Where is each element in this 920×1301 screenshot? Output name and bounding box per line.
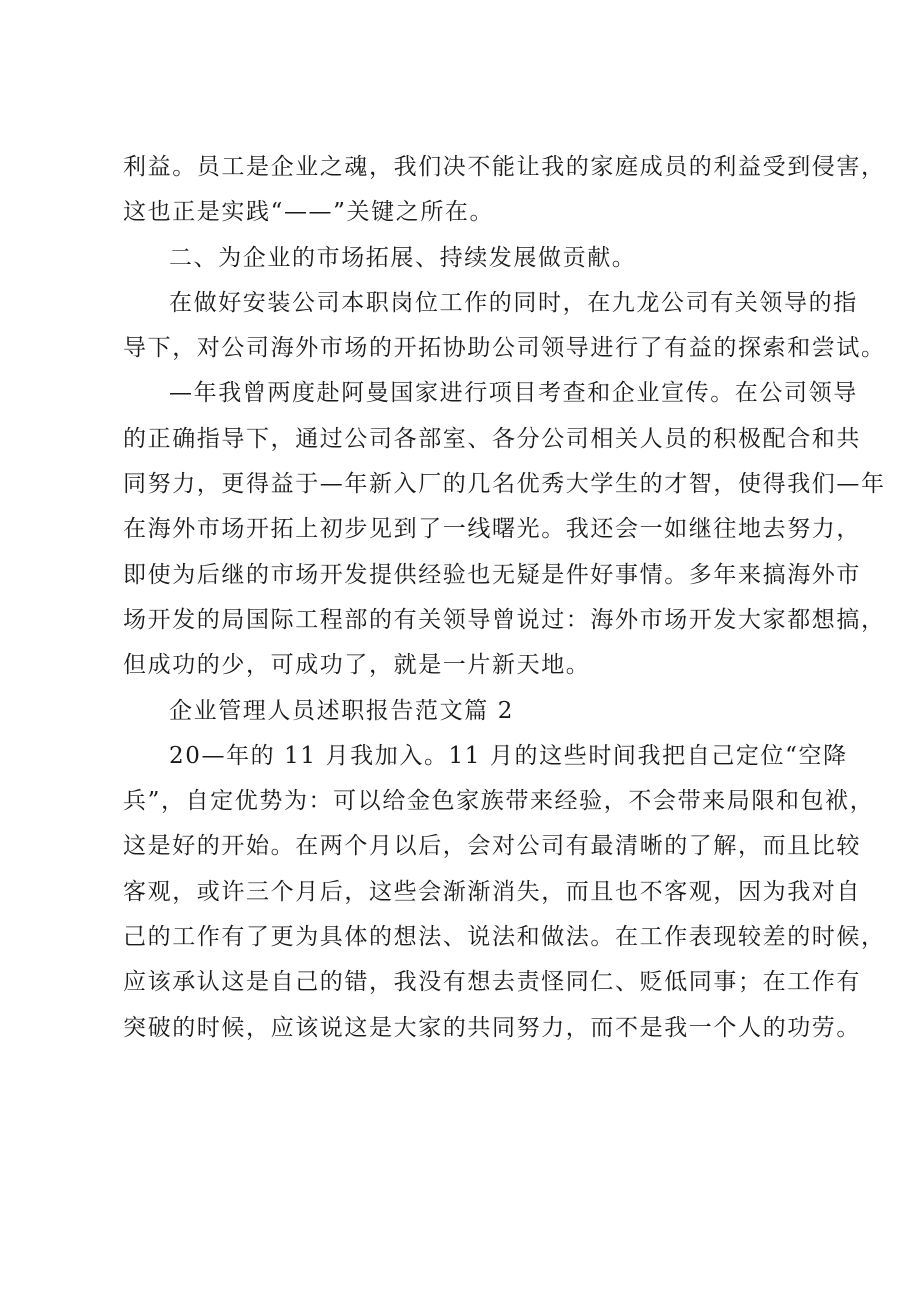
text-line: 突破的时候，应该说这是大家的共同努力，而不是我一个人的功劳。: [123, 1014, 861, 1041]
text-line: 这是好的开始。在两个月以后，会对公司有最清晰的了解，而且比较: [123, 833, 861, 860]
text-line: 兵”，自定优势为：可以给金色家族带来经验，不会带来局限和包袱，: [123, 788, 875, 815]
text-line: 这也正是实践“——”关键之所在。: [123, 199, 495, 226]
text-line: 在做好安装公司本职岗位工作的同时，在九龙公司有关领导的指: [169, 289, 858, 316]
section-heading: 企业管理人员述职报告范文篇 2: [169, 697, 514, 724]
text-line: 在海外市场开拓上初步见到了一线曙光。我还会一如继往地去努力，: [123, 516, 861, 543]
section-heading: 二、为企业的市场拓展、持续发展做贡献。: [169, 244, 637, 271]
text-line: 但成功的少，可成功了，就是一片新天地。: [123, 652, 591, 679]
document-body: [123, 145, 886, 1051]
text-line: 同努力，更得益于—年新入厂的几名优秀大学生的才智，使得我们—年: [123, 471, 886, 498]
text-line: 利益。员工是企业之魂，我们决不能让我的家庭成员的利益受到侵害，: [123, 154, 886, 180]
text-line: 即使为后继的市场开发提供经验也无疑是件好事情。多年来搞海外市: [123, 561, 861, 588]
text-line: 客观，或许三个月后，这些会渐渐消失，而且也不客观，因为我对自: [123, 878, 861, 905]
text-line: —年我曾两度赴阿曼国家进行项目考查和企业宣传。在公司领导: [169, 380, 858, 407]
text-line: 场开发的局国际工程部的有关领导曾说过：海外市场开发大家都想搞，: [123, 606, 886, 633]
text-line: 己的工作有了更为具体的想法、说法和做法。在工作表现较差的时候，: [123, 924, 886, 951]
text-line: 20—年的 11 月我加入。11 月的这些时间我把自己定位“空降: [169, 742, 848, 769]
text-line: 的正确指导下，通过公司各部室、各分公司相关人员的积极配合和共: [123, 425, 861, 452]
text-line: 导下，对公司海外市场的开拓协助公司领导进行了有益的探索和尝试。: [123, 335, 886, 362]
text-line: 应该承认这是自己的错，我没有想去责怪同仁、贬低同事；在工作有: [123, 969, 861, 996]
